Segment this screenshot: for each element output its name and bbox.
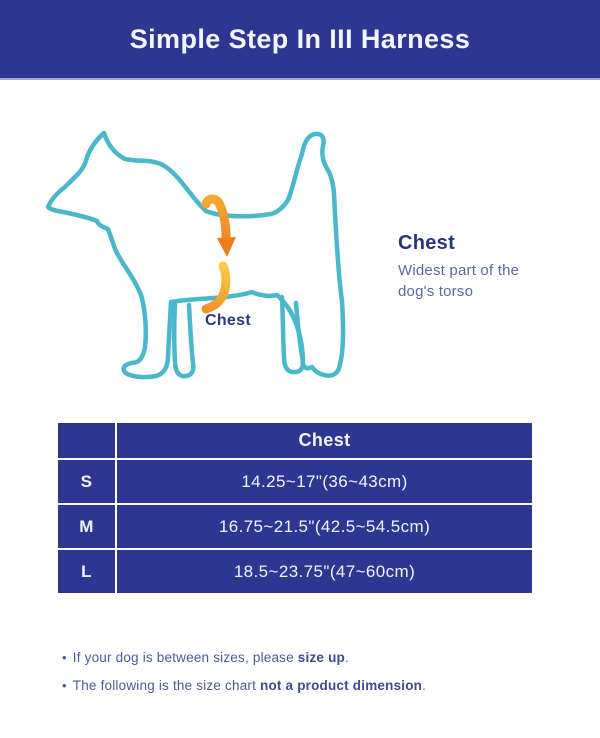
page-title: Simple Step In III Harness <box>129 23 471 54</box>
size-cell-s: S <box>58 460 117 503</box>
note-text <box>73 650 349 665</box>
footnotes <box>62 650 426 706</box>
note-suffix: . <box>344 650 349 665</box>
table-header-size-cell <box>58 423 117 458</box>
note-size-up <box>62 650 426 665</box>
size-cell-l: L <box>58 550 117 593</box>
note-prefix: The following is the size chart <box>72 678 260 693</box>
chest-value-l: 18.5~23.75"(47~60cm) <box>233 561 416 581</box>
callout-description-line1: Widest part of the <box>398 262 520 279</box>
bullet-icon: • <box>62 650 67 665</box>
note-prefix: If your dog is between sizes, please <box>72 650 298 665</box>
callout-description <box>398 260 548 302</box>
header-bar <box>0 0 600 80</box>
table-header-chest-cell: Chest <box>298 430 351 450</box>
table-row <box>58 458 532 503</box>
note-bold: not a product dimension <box>260 678 423 693</box>
bullet-icon: • <box>62 678 67 693</box>
measure-arrow-upper-icon <box>206 199 226 240</box>
chest-value-m: 16.75~21.5"(42.5~54.5cm) <box>218 516 431 536</box>
note-bold: size up <box>297 650 345 665</box>
measure-arrow-lower-icon <box>206 266 226 309</box>
dog-far-legs-outline <box>174 297 303 376</box>
size-table <box>58 423 532 593</box>
measure-arrowhead-icon <box>217 237 236 257</box>
dog-outline <box>48 133 343 377</box>
chest-value-s: 14.25~17"(36~43cm) <box>241 471 408 491</box>
size-cell-m: M <box>58 505 117 548</box>
table-header-row <box>58 423 532 458</box>
dog-illustration <box>25 105 405 405</box>
callout-title: Chest <box>398 232 456 254</box>
callout-description-line2: dog's torso <box>398 283 474 300</box>
note-not-product-dimension <box>62 678 426 693</box>
table-row <box>58 503 532 548</box>
chest-label-on-dog: Chest <box>205 312 251 329</box>
note-text <box>73 678 426 693</box>
note-suffix: . <box>422 678 427 693</box>
chest-callout <box>398 232 548 302</box>
table-row <box>58 548 532 593</box>
